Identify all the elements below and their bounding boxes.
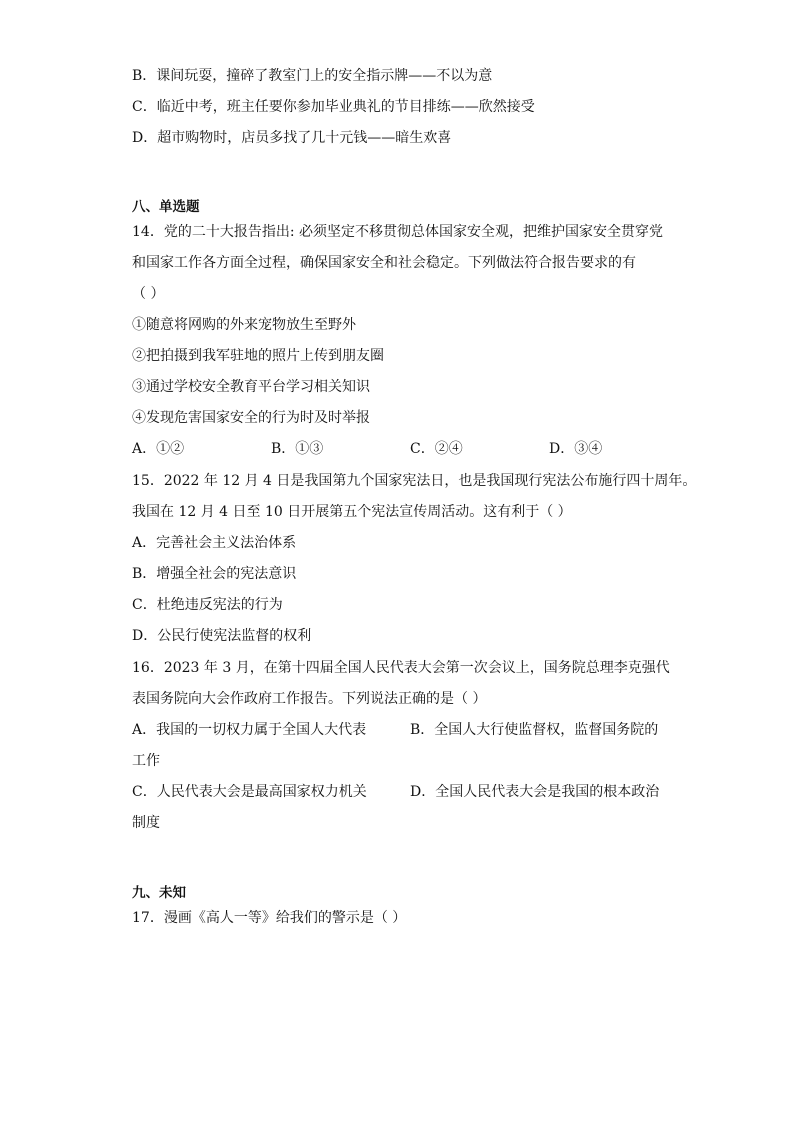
- q14-statement-3: ③通过学校安全教育平台学习相关知识: [132, 379, 370, 395]
- prev-option-c: C．临近中考，班主任要你参加毕业典礼的节目排练——欣然接受: [132, 99, 535, 115]
- q15-option-a: A．完善社会主义法治体系: [132, 535, 297, 551]
- q14-option-b: B．①③: [271, 441, 324, 457]
- q17-stem-line1: 17．漫画《高人一等》给我们的警示是（ ）: [132, 910, 407, 926]
- q14-statement-4: ④发现危害国家安全的行为时及时举报: [132, 410, 370, 426]
- q15-stem-line2: 我国在 12 月 4 日至 10 日开展第五个宪法宣传周活动。这有利于（ ）: [132, 504, 572, 520]
- q16-option-b: B．全国人大行使监督权，监督国务院的: [410, 722, 659, 738]
- section-heading-single-choice: 八、单选题: [132, 199, 200, 215]
- q16-option-d-continued: 制度: [132, 815, 160, 831]
- q15-stem-line1: 15．2022 年 12 月 4 日是我国第九个国家宪法日，也是我国现行宪法公布施行四十周年。: [132, 473, 697, 489]
- q15-option-b: B．增强全社会的宪法意识: [132, 566, 297, 582]
- q14-stem-line1: 14．党的二十大报告指出: 必须坚定不移贯彻总体国家安全观，把维护国家安全贯穿党: [132, 224, 663, 240]
- q16-option-d: D．全国人民代表大会是我国的根本政治: [410, 784, 660, 800]
- prev-option-b: B．课间玩耍，撞碎了教室门上的安全指示牌——不以为意: [132, 68, 493, 84]
- q14-blank: （ ）: [132, 286, 165, 302]
- q16-option-c: C．人民代表大会是最高国家权力机关: [132, 784, 367, 800]
- q14-statement-2: ②把拍摄到我军驻地的照片上传到朋友圈: [132, 348, 384, 364]
- q16-stem-line2: 表国务院向大会作政府工作报告。下列说法正确的是（ ）: [132, 691, 487, 707]
- q16-option-a: A．我国的一切权力属于全国人大代表: [132, 722, 367, 738]
- q15-option-d: D．公民行使宪法监督的权利: [132, 628, 312, 644]
- q14-stem-line2: 和国家工作各方面全过程，确保国家安全和社会稳定。下列做法符合报告要求的有: [132, 255, 636, 271]
- q16-option-b-continued: 工作: [132, 753, 160, 769]
- q15-option-c: C．杜绝违反宪法的行为: [132, 597, 283, 613]
- q14-option-a: A．①②: [132, 441, 185, 457]
- q14-option-d: D．③④: [549, 441, 603, 457]
- q14-option-c: C．②④: [410, 441, 463, 457]
- prev-option-d: D．超市购物时，店员多找了几十元钱——暗生欢喜: [132, 130, 452, 146]
- section-heading-unknown: 九、未知: [132, 885, 186, 901]
- q14-statement-1: ①随意将网购的外来宠物放生至野外: [132, 317, 356, 333]
- q16-stem-line1: 16．2023 年 3 月，在第十四届全国人民代表大会第一次会议上，国务院总理李克强代: [132, 660, 670, 676]
